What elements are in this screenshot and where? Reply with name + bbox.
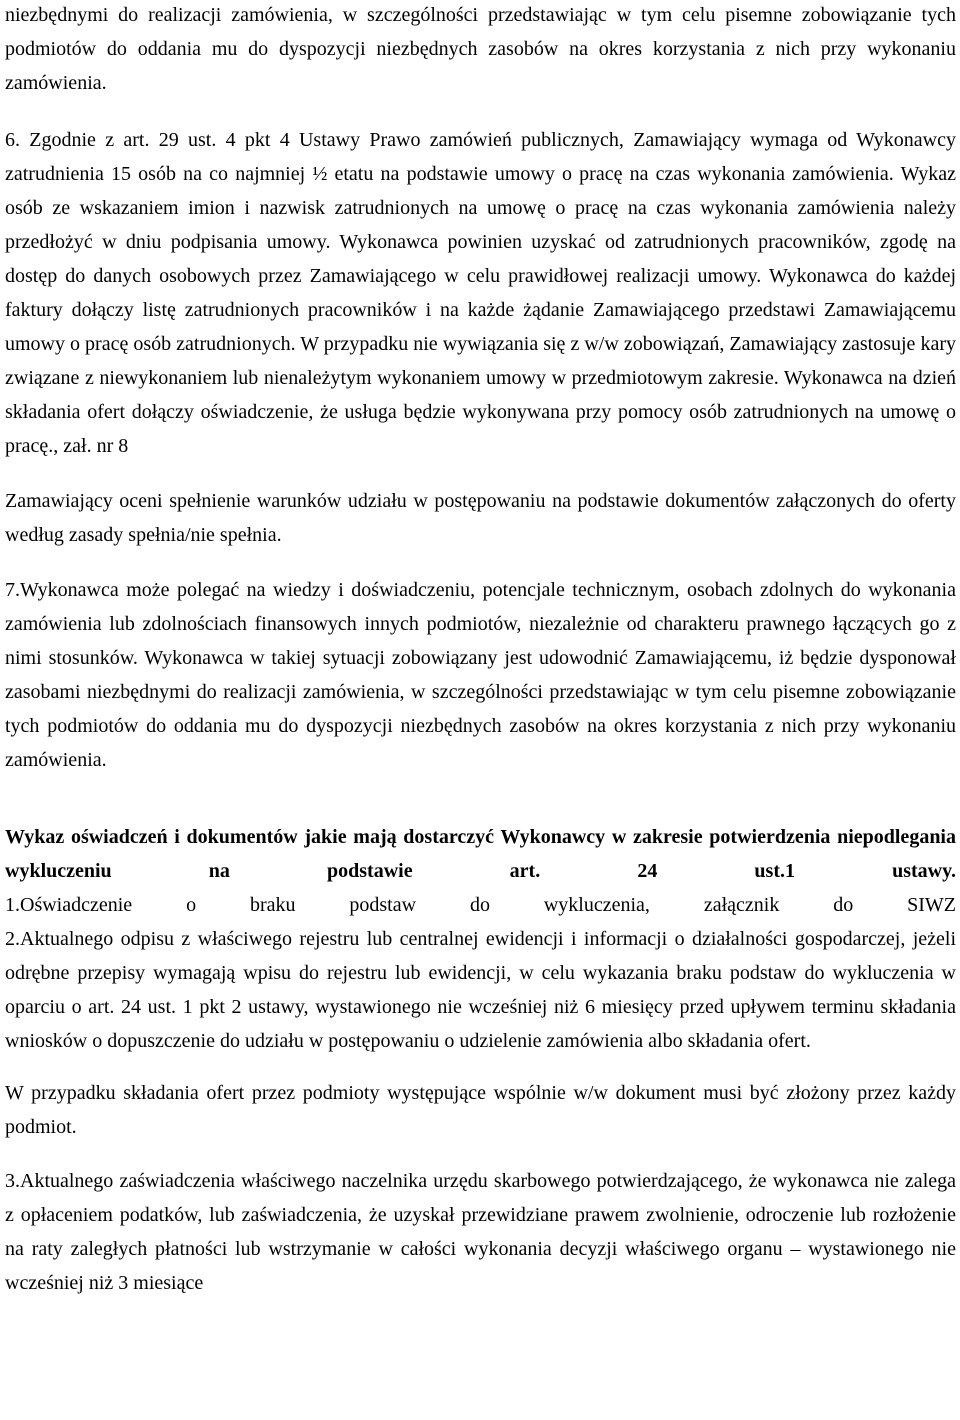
- section-heading: Wykaz oświadczeń i dokumentów jakie mają dostarczyć Wykonawcy w zakresie potwierdzenia niepodlegania wykluczeniu na podstawie art. 24 ust.1 ustawy.: [5, 826, 956, 882]
- point-7-paragraph: 7.Wykonawca może polegać na wiedzy i doświadczeniu, potencjale technicznym, osobach zdolnych do wykonania zamówienia lub zdolnościach finansowych innych podmiotów, niezależnie od charakteru prawnego łączących go z nimi stosunków. Wykonawca w takiej sytuacji zobowiązany jest udowodnić Zamawiającemu, iż będzie dysponował zasobami niezbędnymi do realizacji zamówienia, w szczególności przedstawiając w tym celu pisemne zobowiązanie tych podmiotów do oddania mu do dyspozycji niezbędnych zasobów na okres korzystania z nich przy wykonaniu zamówienia.: [5, 579, 956, 771]
- item-2-paragraph: 2.Aktualnego odpisu z właściwego rejestru lub centralnej ewidencji i informacji o działalności gospodarczej, jeżeli odrębne przepisy wymagają wpisu do rejestru lub ewidencji, w celu wykazania braku podstaw do wykluczenia w oparciu o art. 24 ust. 1 pkt 2 ustawy, wystawionego nie wcześniej niż 6 miesięcy przed upływem terminu składania wniosków o dopuszczenie do udziału w postępowaniu o udzielenie zamówienia albo składania ofert.: [5, 928, 956, 1052]
- point-6-paragraph: 6. Zgodnie z art. 29 ust. 4 pkt 4 Ustawy Prawo zamówień publicznych, Zamawiający wymaga od Wykonawcy zatrudnienia 15 osób na co najmniej ½ etatu na podstawie umowy o pracę na czas wykonania zamówienia. Wykaz osób ze wskazaniem imion i nazwisk zatrudnionych na umowę o pracę na czas wykonania zamówienia należy przedłożyć w dniu podpisania umowy. Wykonawca powinien uzyskać od zatrudnionych pracowników, zgodę na dostęp do danych osobowych przez Zamawiającego w celu prawidłowej realizacji umowy. Wykonawca do każdej faktury dołączy listę zatrudnionych pracowników i na każde żądanie Zamawiającego przedstawi Zamawiającemu umowy o pracę osób zatrudnionych. W przypadku nie wywiązania się z w/w zobowiązań, Zamawiający zastosuje kary związane z niewykonaniem lub nienależytym wykonaniem umowy w przedmiotowym zakresie. Wykonawca na dzień składania ofert dołączy oświadczenie, że usługa będzie wykonywana przy pomocy osób zatrudnionych na umowę o pracę., zał. nr 8: [5, 129, 956, 457]
- joint-offers-paragraph: W przypadku składania ofert przez podmioty występujące wspólnie w/w dokument musi być złożony przez każdy podmiot.: [5, 1082, 956, 1138]
- assessment-paragraph: Zamawiający oceni spełnienie warunków udziału w postępowaniu na podstawie dokumentów załączonych do oferty według zasady spełnia/nie spełnia.: [5, 490, 956, 546]
- item-1-paragraph: 1.Oświadczenie o braku podstaw do wykluczenia, załącznik do SIWZ: [5, 894, 956, 916]
- item-3-paragraph: 3.Aktualnego zaświadczenia właściwego naczelnika urzędu skarbowego potwierdzającego, że wykonawca nie zalega z opłaceniem podatków, lub zaświadczenia, że uzyskał przewidziane prawem zwolnienie, odroczenie lub rozłożenie na raty zaległych płatności lub wstrzymanie w całości wykonania decyzji właściwego organu – wystawionego nie wcześniej niż 3 miesiące: [5, 1170, 956, 1294]
- continuation-paragraph: niezbędnymi do realizacji zamówienia, w szczególności przedstawiając w tym celu pisemne zobowiązanie tych podmiotów do oddania mu do dyspozycji niezbędnych zasobów na okres korzystania z nich przy wykonaniu zamówienia.: [5, 4, 956, 94]
